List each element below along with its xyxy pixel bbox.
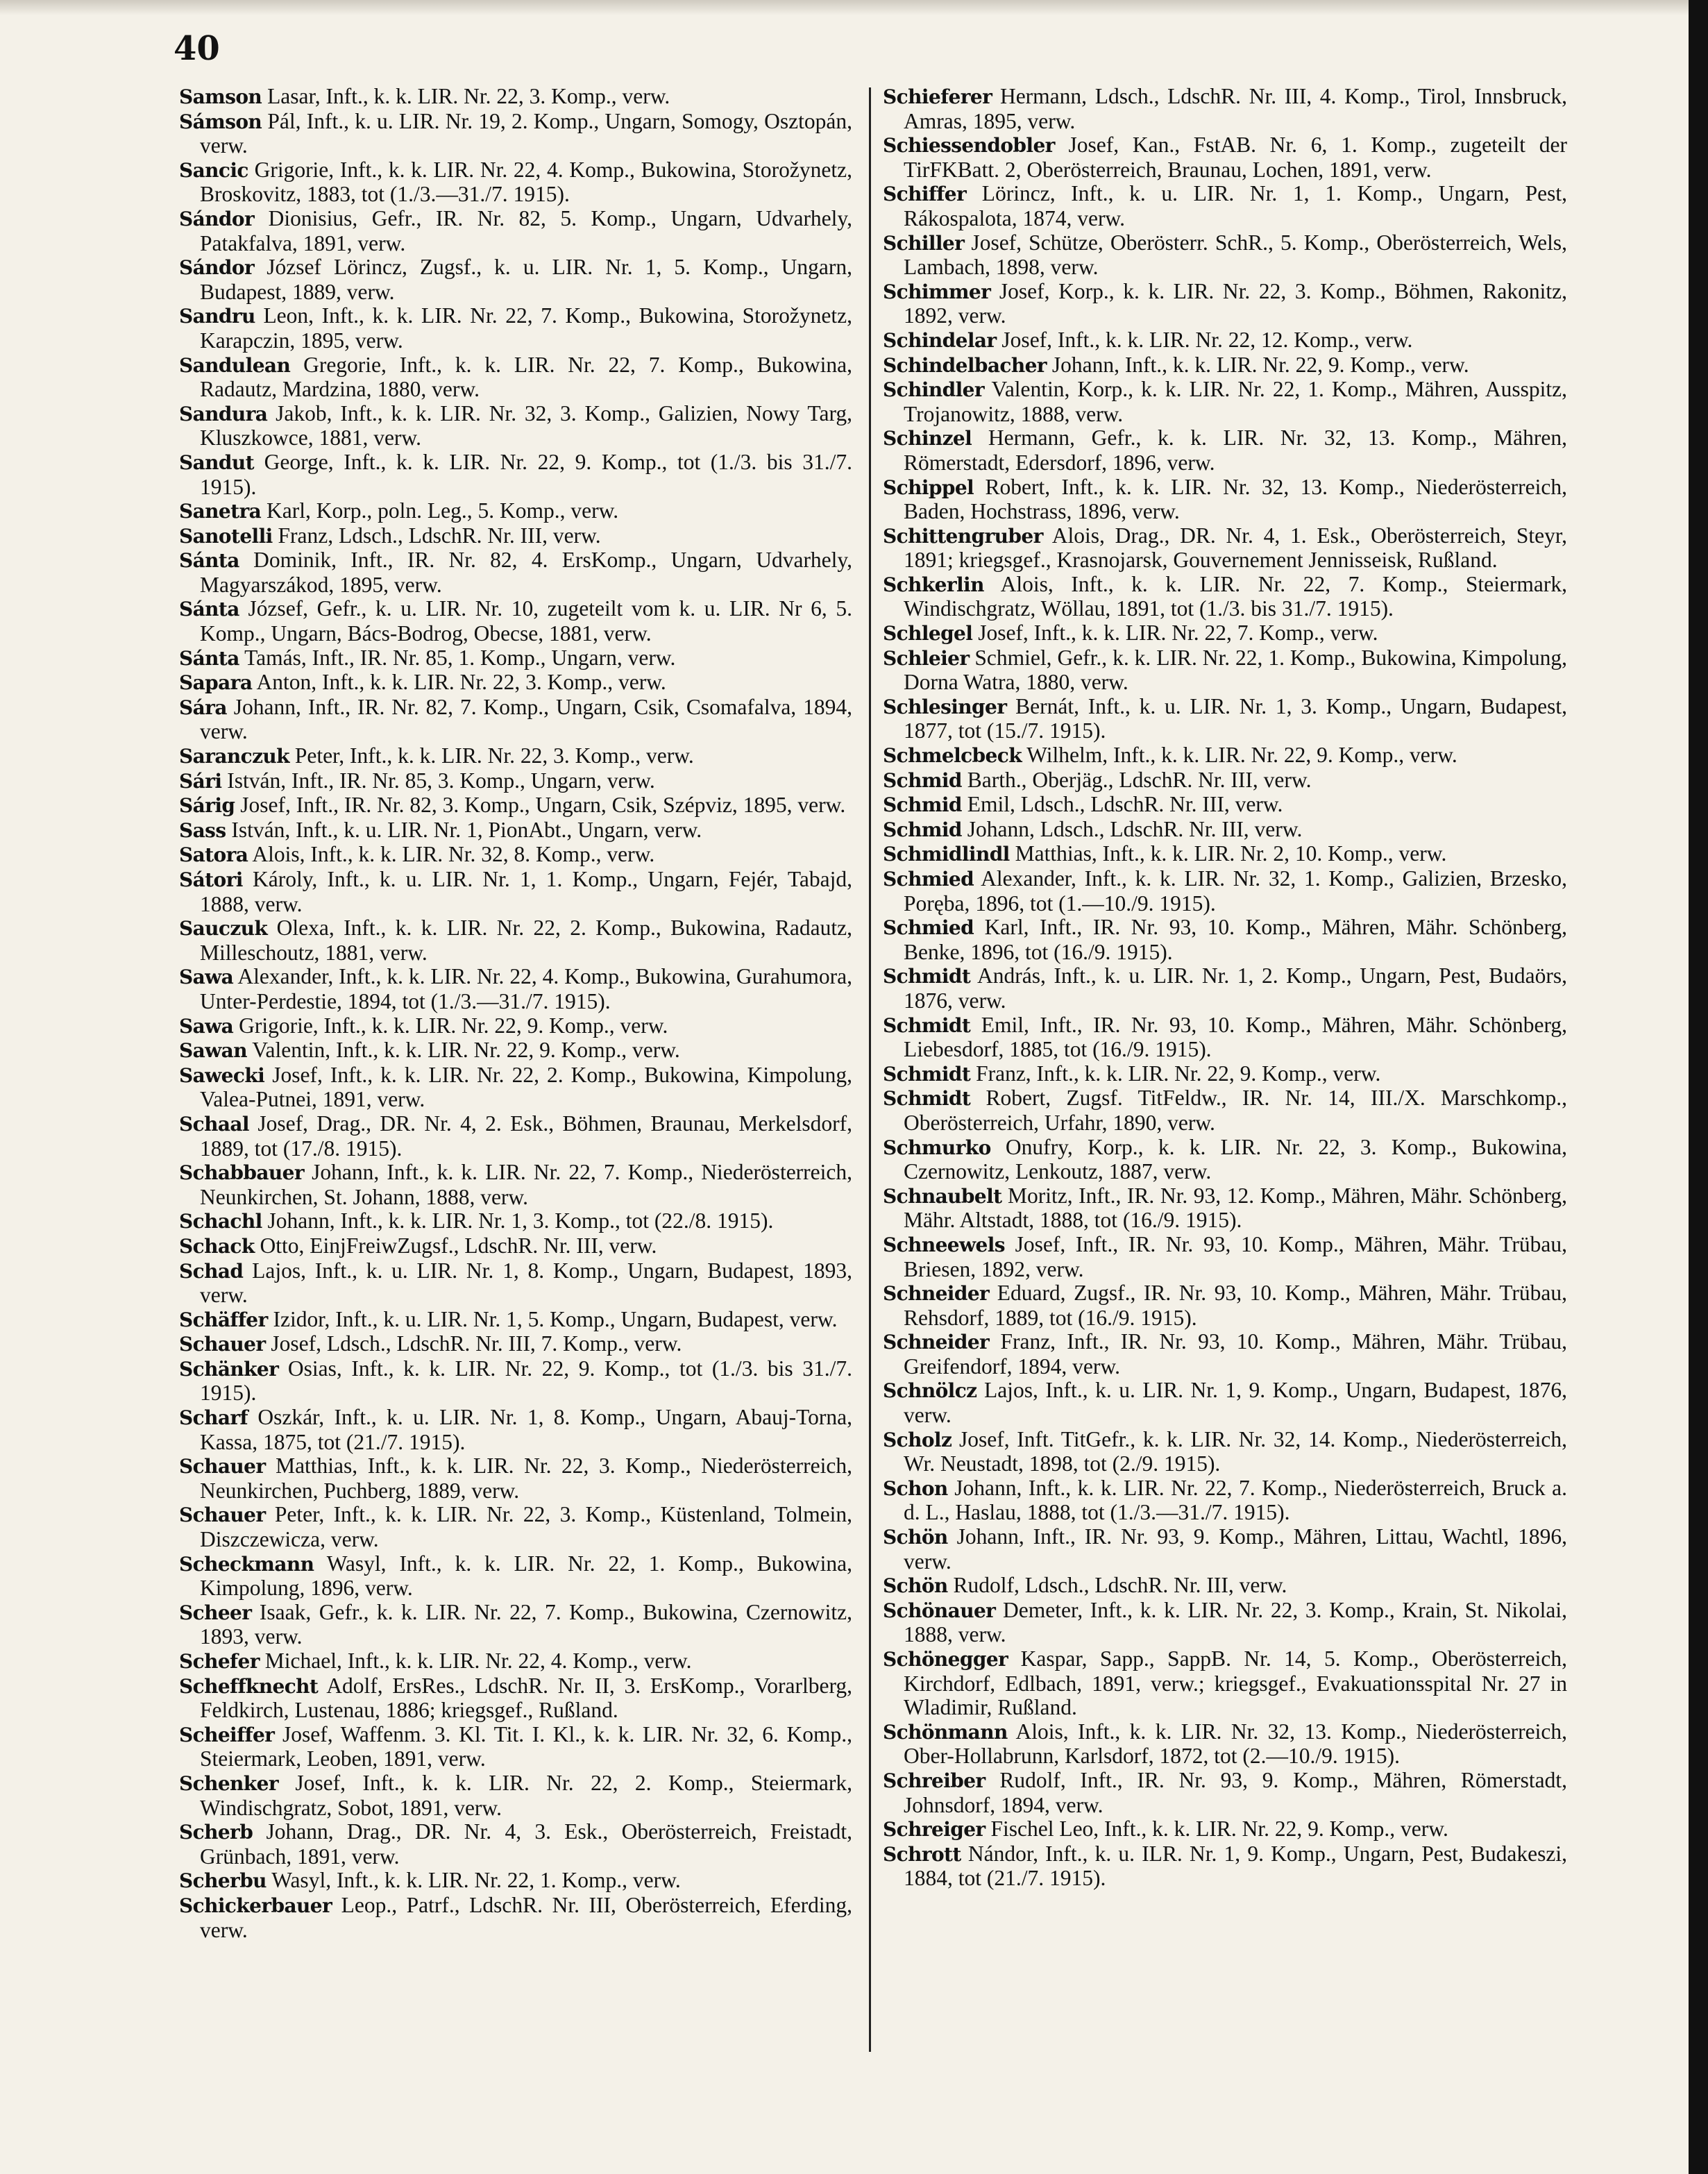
- list-item: [883, 1525, 1567, 1574]
- entry-surname: Sandru: [179, 305, 255, 328]
- entry-details: István, Inft., k. u. LIR. Nr. 1, PionAbt., Ungarn, verw.: [226, 817, 702, 842]
- entry-details: Otto, EinjFreiwZugsf., LdschR. Nr. III, verw.: [254, 1233, 657, 1258]
- entry-surname: Scherb: [179, 1821, 253, 1844]
- entry-surname: Schmied: [883, 868, 974, 891]
- entry-surname: Scharf: [179, 1406, 248, 1430]
- list-item: [883, 378, 1567, 426]
- entry-details: Josef, Schütze, Oberösterr. SchR., 5. Komp., Oberösterreich, Wels, Lambach, 1898, verw.: [904, 230, 1567, 280]
- list-item: [179, 255, 852, 304]
- entry-details: Emil, Inft., IR. Nr. 93, 10. Komp., Mähren, Mähr. Schönberg, Liebesdorf, 1885, tot (16./9. 1915).: [904, 1012, 1567, 1062]
- column-divider: [869, 87, 871, 2052]
- entry-details: Anton, Inft., k. k. LIR. Nr. 22, 3. Komp., verw.: [252, 670, 666, 695]
- list-item: [179, 1894, 852, 1942]
- list-item: [179, 1014, 852, 1039]
- list-item: [179, 524, 852, 549]
- entry-surname: Schickerbauer: [179, 1894, 332, 1917]
- list-item: [179, 646, 852, 671]
- entry-details: Josef, Inft., IR. Nr. 93, 10. Komp., Mähren, Mähr. Trübau, Briesen, 1892, verw.: [904, 1231, 1567, 1281]
- entry-surname: Sándor: [179, 256, 255, 280]
- list-item: [883, 1136, 1567, 1184]
- entry-surname: Schäffer: [179, 1308, 268, 1331]
- list-item: [179, 1552, 852, 1601]
- entry-surname: Schmelcbeck: [883, 744, 1022, 768]
- entry-surname: Schneider: [883, 1282, 990, 1306]
- entry-details: Eduard, Zugsf., IR. Nr. 93, 10. Komp., Mähren, Mähr. Trübau, Rehsdorf, 1889, tot (16./9. 1915).: [904, 1281, 1567, 1330]
- list-item: [179, 1649, 852, 1674]
- entry-surname: Schmidt: [883, 1087, 971, 1111]
- entry-details: Robert, Zugsf. TitFeldw., IR. Nr. 14, III./X. Marschkomp., Oberösterreich, Urfahr, 1890, verw.: [904, 1086, 1567, 1135]
- entry-surname: Sára: [179, 696, 227, 719]
- entry-details: Dionisius, Gefr., IR. Nr. 82, 5. Komp., Ungarn, Udvarhely, Patakfalva, 1891, verw.: [200, 205, 852, 255]
- entry-surname: Saranczuk: [179, 745, 289, 768]
- entry-details: Josef, Drag., DR. Nr. 4, 2. Esk., Böhmen, Braunau, Merkelsdorf, 1889, tot (17./8. 1915).: [200, 1111, 852, 1161]
- entry-details: Hermann, Ldsch., LdschR. Nr. III, 4. Komp., Tirol, Innsbruck, Amras, 1895, verw.: [904, 85, 1567, 133]
- entry-details: Wilhelm, Inft., k. k. LIR. Nr. 22, 9. Komp., verw.: [1022, 743, 1457, 768]
- list-item: [883, 573, 1567, 621]
- entry-surname: Schmid: [883, 768, 962, 792]
- entry-details: Alois, Inft., k. k. LIR. Nr. 32, 8. Komp., verw.: [248, 842, 655, 867]
- list-item: [883, 842, 1567, 867]
- list-item: [883, 867, 1567, 916]
- entry-details: Peter, Inft., k. k. LIR. Nr. 22, 3. Komp., Küstenland, Tolmein, Diszczewicza, verw.: [200, 1502, 852, 1552]
- entry-details: Izidor, Inft., k. u. LIR. Nr. 1, 5. Komp., Ungarn, Budapest, verw.: [267, 1306, 838, 1331]
- entry-surname: Schinzel: [883, 427, 972, 450]
- entry-surname: Sánta: [179, 549, 239, 573]
- entry-details: Emil, Ldsch., LdschR. Nr. III, verw.: [961, 792, 1283, 817]
- entry-surname: Schmid: [883, 793, 962, 817]
- entry-surname: Schlegel: [883, 622, 973, 646]
- list-item: [179, 843, 852, 868]
- entry-details: Johann, Inft., k. k. LIR. Nr. 1, 3. Komp., tot (22./8. 1915).: [262, 1208, 774, 1233]
- entry-details: Dominik, Inft., IR. Nr. 82, 4. ErsKomp., Ungarn, Udvarhely, Magyarszákod, 1895, verw.: [200, 548, 852, 597]
- list-item: [883, 646, 1567, 695]
- entry-details: Wasyl, Inft., k. k. LIR. Nr. 22, 1. Komp., Bukowina, Kimpolung, 1896, verw.: [200, 1551, 852, 1601]
- list-item: [883, 1379, 1567, 1427]
- entry-details: Barth., Oberjäg., LdschR. Nr. III, verw.: [961, 767, 1312, 792]
- entry-surname: Schiessendobler: [883, 134, 1055, 158]
- list-item: [883, 1476, 1567, 1525]
- entry-details: Valentin, Inft., k. k. LIR. Nr. 22, 9. Komp., verw.: [246, 1038, 680, 1063]
- entry-details: Josef, Inft., k. k. LIR. Nr. 22, 7. Komp., verw.: [972, 621, 1378, 646]
- list-item: [179, 1674, 852, 1723]
- entry-surname: Scholz: [883, 1428, 952, 1451]
- entry-details: István, Inft., IR. Nr. 85, 3. Komp., Ungarn, verw.: [221, 768, 655, 793]
- entry-surname: Satora: [179, 843, 248, 867]
- list-item: [179, 744, 852, 769]
- entry-details: Schmiel, Gefr., k. k. LIR. Nr. 22, 1. Komp., Bukowina, Kimpolung, Dorna Watra, 1880, verw.: [904, 645, 1567, 695]
- entry-surname: Schneewels: [883, 1233, 1005, 1256]
- entry-surname: Schänker: [179, 1357, 279, 1381]
- entry-details: Bernát, Inft., k. u. LIR. Nr. 1, 3. Komp., Ungarn, Budapest, 1877, tot (15./7. 1915).: [904, 693, 1567, 743]
- entry-details: Johann, Inft., IR. Nr. 82, 7. Komp., Ungarn, Csik, Csomafalva, 1894, verw.: [200, 694, 852, 744]
- entry-surname: Schrott: [883, 1842, 961, 1866]
- entry-surname: Schittengruber: [883, 524, 1043, 548]
- list-item: [179, 450, 852, 499]
- list-item: [883, 1233, 1567, 1281]
- list-item: [179, 110, 852, 158]
- entry-details: Adolf, ErsRes., LdschR. Nr. II, 3. ErsKomp., Vorarlberg, Feldkirch, Lustenau, 1886; kriegsgef., Rußland.: [200, 1673, 852, 1723]
- entry-surname: Schiffer: [883, 183, 967, 206]
- entry-surname: Sanotelli: [179, 524, 273, 548]
- list-item: [883, 328, 1567, 353]
- entry-surname: Scheckmann: [179, 1552, 314, 1576]
- entry-details: Gregorie, Inft., k. k. LIR. Nr. 22, 7. Komp., Bukowina, Radautz, Mardzina, 1880, verw.: [200, 352, 852, 402]
- entry-details: Grigorie, Inft., k. k. LIR. Nr. 22, 9. Komp., verw.: [233, 1013, 668, 1038]
- list-item: [179, 1503, 852, 1551]
- list-item: [883, 426, 1567, 475]
- list-item: [179, 1332, 852, 1357]
- entry-surname: Schmidlindl: [883, 843, 1010, 866]
- entry-surname: Sawa: [179, 1014, 234, 1038]
- list-item: [179, 1869, 852, 1894]
- list-item: [179, 793, 852, 818]
- entry-surname: Schimmer: [883, 280, 991, 303]
- entry-surname: Sancic: [179, 158, 248, 182]
- entry-details: Franz, Ldsch., LdschR. Nr. III, verw.: [272, 523, 601, 548]
- entry-surname: Sátori: [179, 868, 243, 891]
- entry-surname: Schauer: [179, 1333, 266, 1356]
- entry-details: Olexa, Inft., k. k. LIR. Nr. 22, 2. Komp., Bukowina, Radautz, Milleschoutz, 1881, verw.: [200, 916, 852, 965]
- entry-details: Josef, Waffenm. 3. Kl. Tit. I. Kl., k. k. LIR. Nr. 32, 6. Komp., Steiermark, Leoben, 1891, verw.: [200, 1721, 852, 1771]
- entry-details: Alois, Inft., k. k. LIR. Nr. 32, 13. Komp., Niederösterreich, Ober-Hollabrunn, Karlsdorf, 1872, tot (2.—10./9. 1915).: [904, 1719, 1567, 1769]
- entry-details: Jakob, Inft., k. k. LIR. Nr. 32, 3. Komp., Galizien, Nowy Targ, Kluszkowce, 1881, verw.: [200, 401, 852, 450]
- entry-surname: Sapara: [179, 671, 253, 695]
- entry-details: Alois, Drag., DR. Nr. 4, 1. Esk., Oberösterreich, Steyr, 1891; kriegsgef., Krasnojarsk, Gouvernement Jennisseisk, Rußland.: [904, 523, 1567, 573]
- entry-details: Robert, Inft., k. k. LIR. Nr. 32, 13. Komp., Niederösterreich, Baden, Hochstrass, 1896, verw.: [904, 474, 1567, 524]
- list-item: [179, 1112, 852, 1161]
- entry-details: Pál, Inft., k. u. LIR. Nr. 19, 2. Komp., Ungarn, Somogy, Osztopán, verw.: [200, 108, 852, 158]
- list-item: [883, 1281, 1567, 1330]
- entry-details: Peter, Inft., k. k. LIR. Nr. 22, 3. Komp., verw.: [289, 743, 694, 768]
- entry-surname: Sárig: [179, 794, 235, 818]
- entry-surname: Schack: [179, 1234, 255, 1258]
- entry-surname: Sawa: [179, 966, 234, 989]
- list-item: [883, 1330, 1567, 1379]
- entry-surname: Schiller: [883, 231, 965, 255]
- entry-details: Leon, Inft., k. k. LIR. Nr. 22, 7. Komp., Bukowina, Storožynetz, Karapczin, 1895, verw.: [200, 303, 852, 353]
- entry-surname: Schlesinger: [883, 695, 1007, 718]
- entry-details: Valentin, Korp., k. k. LIR. Nr. 22, 1. Komp., Mähren, Ausspitz, Trojanowitz, 1888, verw.: [904, 377, 1567, 426]
- list-item: [179, 548, 852, 597]
- list-item: [883, 964, 1567, 1013]
- entry-surname: Schmied: [883, 916, 974, 940]
- entry-details: Josef, Inft., k. k. LIR. Nr. 22, 2. Komp., Bukowina, Kimpolung, Valea-Putnei, 1891, verw.: [200, 1062, 852, 1112]
- entry-surname: Sánta: [179, 598, 239, 621]
- entry-surname: Schindler: [883, 378, 985, 402]
- list-item: [179, 916, 852, 965]
- list-item: [883, 1086, 1567, 1135]
- entry-details: Nándor, Inft., k. u. ILR. Nr. 1, 9. Komp., Ungarn, Pest, Budakeszi, 1884, tot (21./7. 1915).: [904, 1841, 1567, 1891]
- entry-surname: Sándor: [179, 207, 255, 230]
- entry-details: Rudolf, Ldsch., LdschR. Nr. III, verw.: [947, 1573, 1287, 1598]
- entry-details: Rudolf, Inft., IR. Nr. 93, 9. Komp., Mähren, Römerstadt, Johnsdorf, 1894, verw.: [904, 1767, 1567, 1817]
- list-item: [179, 85, 852, 110]
- list-item: [179, 1406, 852, 1454]
- entry-details: József, Gefr., k. u. LIR. Nr. 10, zugeteilt vom k. u. LIR. Nr 6, 5. Komp., Ungarn, Bács-Bodrog, Obecse, 1881, verw.: [200, 596, 852, 646]
- entry-details: Lajos, Inft., k. u. LIR. Nr. 1, 9. Komp., Ungarn, Budapest, 1876, verw.: [904, 1378, 1567, 1428]
- entry-details: Alois, Inft., k. k. LIR. Nr. 22, 7. Komp., Steiermark, Windischgratz, Wöllau, 1891, tot (1./3. bis 31./7. 1915).: [904, 571, 1567, 621]
- entry-surname: Scheiffer: [179, 1723, 275, 1746]
- entry-details: József Lörincz, Zugsf., k. u. LIR. Nr. 1, 5. Komp., Ungarn, Budapest, 1889, verw.: [200, 255, 852, 304]
- entry-surname: Schmurko: [883, 1136, 991, 1159]
- entry-surname: Sári: [179, 769, 222, 793]
- list-item: [179, 1259, 852, 1308]
- entry-details: Wasyl, Inft., k. k. LIR. Nr. 22, 1. Komp., verw.: [266, 1868, 681, 1893]
- entry-surname: Schnölcz: [883, 1379, 977, 1403]
- list-item: [883, 1013, 1567, 1062]
- list-item: [883, 1842, 1567, 1891]
- entry-surname: Schkerlin: [883, 573, 984, 596]
- left-column: [179, 85, 852, 2160]
- entry-details: Franz, Inft., k. k. LIR. Nr. 22, 9. Komp., verw.: [970, 1061, 1381, 1086]
- entry-surname: Schauer: [179, 1503, 266, 1527]
- entry-details: Karl, Korp., poln. Leg., 5. Komp., verw.: [261, 498, 619, 523]
- list-item: [179, 353, 852, 402]
- entry-surname: Scheffknecht: [179, 1674, 319, 1698]
- list-item: [179, 1063, 852, 1112]
- list-item: [179, 1161, 852, 1209]
- entry-surname: Sawecki: [179, 1063, 265, 1087]
- list-item: [179, 597, 852, 646]
- entry-surname: Scherbu: [179, 1869, 267, 1893]
- entry-details: Karl, Inft., IR. Nr. 93, 10. Komp., Mähren, Mähr. Schönberg, Benke, 1896, tot (16./9. 1915).: [904, 915, 1567, 964]
- entry-details: Lajos, Inft., k. u. LIR. Nr. 1, 8. Komp., Ungarn, Budapest, 1893, verw.: [200, 1258, 852, 1308]
- list-item: [883, 768, 1567, 793]
- list-item: [883, 1428, 1567, 1476]
- list-item: [179, 1308, 852, 1333]
- entry-surname: Schön: [883, 1574, 948, 1598]
- entry-surname: Sandut: [179, 450, 254, 474]
- list-item: [179, 1771, 852, 1820]
- list-item: [179, 1601, 852, 1649]
- entry-details: Isaak, Gefr., k. k. LIR. Nr. 22, 7. Komp., Bukowina, Czernowitz, 1893, verw.: [200, 1599, 852, 1649]
- entry-details: Fischel Leo, Inft., k. k. LIR. Nr. 22, 9. Komp., verw.: [985, 1817, 1448, 1842]
- entry-details: Josef, Inft., k. k. LIR. Nr. 22, 2. Komp., Steiermark, Windischgratz, Sobot, 1891, verw.: [200, 1770, 852, 1820]
- entry-details: Alexander, Inft., k. k. LIR. Nr. 32, 1. Komp., Galizien, Brzesko, Poręba, 1896, tot (1.—10./9. 1915).: [904, 866, 1567, 916]
- entry-surname: Schauer: [179, 1455, 266, 1478]
- entry-surname: Schmid: [883, 818, 962, 841]
- entry-details: Josef, Inft. TitGefr., k. k. LIR. Nr. 32, 14. Komp., Niederösterreich, Wr. Neustadt, 1898, tot (2./9. 1915).: [904, 1426, 1567, 1476]
- entry-details: Josef, Inft., k. k. LIR. Nr. 22, 12. Komp., verw.: [996, 327, 1413, 352]
- entry-surname: Sass: [179, 818, 226, 842]
- entry-surname: Schachl: [179, 1210, 262, 1233]
- list-item: [883, 1062, 1567, 1087]
- entry-surname: Schön: [883, 1526, 948, 1549]
- list-item: [179, 499, 852, 524]
- list-item: [883, 743, 1567, 768]
- entry-surname: Sánta: [179, 646, 239, 670]
- list-item: [179, 769, 852, 794]
- entry-surname: Schönegger: [883, 1648, 1008, 1671]
- entry-surname: Sandulean: [179, 353, 291, 377]
- list-item: [883, 231, 1567, 280]
- list-item: [883, 280, 1567, 328]
- list-item: [883, 133, 1567, 182]
- list-item: [179, 402, 852, 450]
- entry-surname: Schindelbacher: [883, 353, 1047, 377]
- list-item: [179, 1454, 852, 1503]
- entry-details: Hermann, Gefr., k. k. LIR. Nr. 32, 13. Komp., Mähren, Römerstadt, Edersdorf, 1896, verw.: [904, 425, 1567, 475]
- entry-surname: Schaal: [179, 1112, 249, 1136]
- entry-surname: Schönauer: [883, 1599, 996, 1622]
- entry-surname: Schmidt: [883, 1062, 971, 1086]
- list-item: [883, 1647, 1567, 1720]
- list-item: [883, 1720, 1567, 1769]
- entry-details: Johann, Inft., IR. Nr. 93, 9. Komp., Mähren, Littau, Wachtl, 1896, verw.: [904, 1524, 1567, 1574]
- entry-surname: Schleier: [883, 646, 970, 670]
- entry-details: Johann, Inft., k. k. LIR. Nr. 22, 7. Komp., Niederösterreich, Neunkirchen, St. Johann, 1888, verw.: [200, 1160, 852, 1209]
- entry-details: Josef, Kan., FstAB. Nr. 6, 1. Komp., zugeteilt der TirFKBatt. 2, Oberösterreich, Braunau, Lochen, 1891, verw.: [904, 133, 1567, 182]
- entry-surname: Schon: [883, 1476, 948, 1500]
- entry-details: Demeter, Inft., k. k. LIR. Nr. 22, 3. Komp., Krain, St. Nikolai, 1888, verw.: [904, 1597, 1567, 1647]
- entry-surname: Schreiger: [883, 1818, 986, 1842]
- list-item: [883, 182, 1567, 230]
- list-item: [179, 1234, 852, 1259]
- entry-details: Osias, Inft., k. k. LIR. Nr. 22, 9. Komp., tot (1./3. bis 31./7. 1915).: [200, 1356, 852, 1406]
- entry-surname: Schabbauer: [179, 1161, 304, 1185]
- list-item: [883, 85, 1567, 133]
- list-item: [179, 868, 852, 916]
- list-item: [883, 353, 1567, 378]
- entry-details: Oszkár, Inft., k. u. LIR. Nr. 1, 8. Komp., Ungarn, Abauj-Torna, Kassa, 1875, tot (21./7. 1915).: [200, 1405, 852, 1454]
- list-item: [883, 1184, 1567, 1233]
- list-item: [179, 304, 852, 353]
- entry-details: András, Inft., k. u. LIR. Nr. 1, 2. Komp., Ungarn, Pest, Budaörs, 1876, verw.: [904, 963, 1567, 1013]
- list-item: [179, 818, 852, 843]
- list-item: [179, 1357, 852, 1406]
- list-item: [179, 671, 852, 696]
- entry-details: Johann, Inft., k. k. LIR. Nr. 22, 7. Komp., Niederösterreich, Bruck a. d. L., Haslau, 1888, tot (1./3.—31./7. 1915).: [904, 1475, 1567, 1525]
- entry-details: Johann, Drag., DR. Nr. 4, 3. Esk., Oberösterreich, Freistadt, Grünbach, 1891, verw.: [200, 1819, 852, 1869]
- entry-surname: Schreiber: [883, 1769, 986, 1792]
- list-item: [179, 1820, 852, 1869]
- page-number: 40: [174, 29, 220, 68]
- entry-surname: Schneider: [883, 1331, 990, 1354]
- right-column: [883, 85, 1567, 2160]
- entry-surname: Sámson: [179, 110, 262, 133]
- list-item: [883, 621, 1567, 646]
- list-item: [883, 916, 1567, 964]
- list-item: [179, 696, 852, 744]
- list-item: [179, 1209, 852, 1234]
- entry-details: Moritz, Inft., IR. Nr. 93, 12. Komp., Mähren, Mähr. Schönberg, Mähr. Altstadt, 1888, tot (16./9. 1915).: [904, 1183, 1567, 1233]
- entry-details: Johann, Ldsch., LdschR. Nr. III, verw.: [961, 816, 1303, 841]
- entry-details: Károly, Inft., k. u. LIR. Nr. 1, 1. Komp., Ungarn, Fejér, Tabajd, 1888, verw.: [200, 867, 852, 916]
- entry-surname: Schippel: [883, 475, 974, 499]
- entry-details: Tamás, Inft., IR. Nr. 85, 1. Komp., Ungarn, verw.: [239, 645, 676, 670]
- entry-details: Josef, Inft., IR. Nr. 82, 3. Komp., Ungarn, Csik, Szépviz, 1895, verw.: [235, 793, 846, 818]
- entry-details: Josef, Ldsch., LdschR. Nr. III, 7. Komp., verw.: [265, 1331, 682, 1356]
- list-item: [883, 1769, 1567, 1817]
- entry-details: Lasar, Inft., k. k. LIR. Nr. 22, 3. Komp., verw.: [262, 85, 670, 108]
- entry-details: Kaspar, Sapp., SappB. Nr. 14, 5. Komp., Oberösterreich, Kirchdorf, Edlbach, 1891, verw.; kriegsgef., Evakuationsspital Nr. 27 in Wladimir, Rußland.: [904, 1646, 1567, 1720]
- list-item: [179, 1723, 852, 1771]
- entry-surname: Schnaubelt: [883, 1184, 1002, 1208]
- entry-surname: Sanetra: [179, 500, 262, 523]
- entry-details: Leop., Patrf., LdschR. Nr. III, Oberösterreich, Eferding, verw.: [200, 1892, 852, 1942]
- scan-right-edge: [1689, 0, 1708, 2174]
- scan-top-shade: [0, 0, 1689, 15]
- entry-details: Alexander, Inft., k. k. LIR. Nr. 22, 4. Komp., Bukowina, Gurahumora, Unter-Perdestie, 1894, tot (1./3.—31./7. 1915).: [200, 964, 852, 1013]
- list-item: [883, 1599, 1567, 1647]
- entry-surname: Schmidt: [883, 965, 971, 988]
- entry-surname: Sandura: [179, 402, 268, 425]
- entry-surname: Schönmann: [883, 1720, 1008, 1744]
- entry-details: George, Inft., k. k. LIR. Nr. 22, 9. Komp., tot (1./3. bis 31./7. 1915).: [200, 449, 852, 499]
- entry-surname: Schieferer: [883, 85, 992, 108]
- entry-details: Josef, Korp., k. k. LIR. Nr. 22, 3. Komp., Böhmen, Rakonitz, 1892, verw.: [904, 278, 1567, 328]
- list-item: [883, 1574, 1567, 1599]
- list-item: [883, 475, 1567, 524]
- list-item: [883, 695, 1567, 743]
- list-item: [883, 793, 1567, 818]
- list-item: [179, 207, 852, 255]
- entry-details: Onufry, Korp., k. k. LIR. Nr. 22, 3. Komp., Bukowina, Czernowitz, Lenkoutz, 1887, verw.: [904, 1134, 1567, 1184]
- entry-details: Johann, Inft., k. k. LIR. Nr. 22, 9. Komp., verw.: [1046, 352, 1469, 377]
- entry-surname: Samson: [179, 85, 262, 108]
- entry-surname: Schefer: [179, 1650, 260, 1673]
- list-item: [179, 965, 852, 1013]
- entry-surname: Schindelar: [883, 328, 997, 352]
- entry-surname: Sawan: [179, 1039, 247, 1063]
- entry-details: Grigorie, Inft., k. k. LIR. Nr. 22, 4. Komp., Bukowina, Storožynetz, Broskovitz, 1883, tot (1./3.—31./7. 1915).: [200, 157, 852, 207]
- list-item: [883, 524, 1567, 573]
- entry-surname: Schad: [179, 1259, 244, 1283]
- entry-details: Franz, Inft., IR. Nr. 93, 10. Komp., Mähren, Mähr. Trübau, Greifendorf, 1894, verw.: [904, 1329, 1567, 1379]
- entry-surname: Schenker: [179, 1771, 278, 1795]
- list-item: [179, 1038, 852, 1063]
- entry-details: Matthias, Inft., k. k. LIR. Nr. 2, 10. Komp., verw.: [1009, 841, 1447, 866]
- entry-surname: Sauczuk: [179, 917, 268, 941]
- list-item: [179, 158, 852, 207]
- entry-surname: Schmidt: [883, 1013, 971, 1037]
- list-item: [883, 1817, 1567, 1842]
- entry-surname: Scheer: [179, 1601, 252, 1624]
- entry-details: Michael, Inft., k. k. LIR. Nr. 22, 4. Komp., verw.: [259, 1649, 692, 1673]
- entry-details: Matthias, Inft., k. k. LIR. Nr. 22, 3. Komp., Niederösterreich, Neunkirchen, Puchberg, 1889, verw.: [200, 1453, 852, 1503]
- entry-details: Lörincz, Inft., k. u. LIR. Nr. 1, 1. Komp., Ungarn, Pest, Rákospalota, 1874, verw.: [904, 181, 1567, 230]
- list-item: [883, 818, 1567, 843]
